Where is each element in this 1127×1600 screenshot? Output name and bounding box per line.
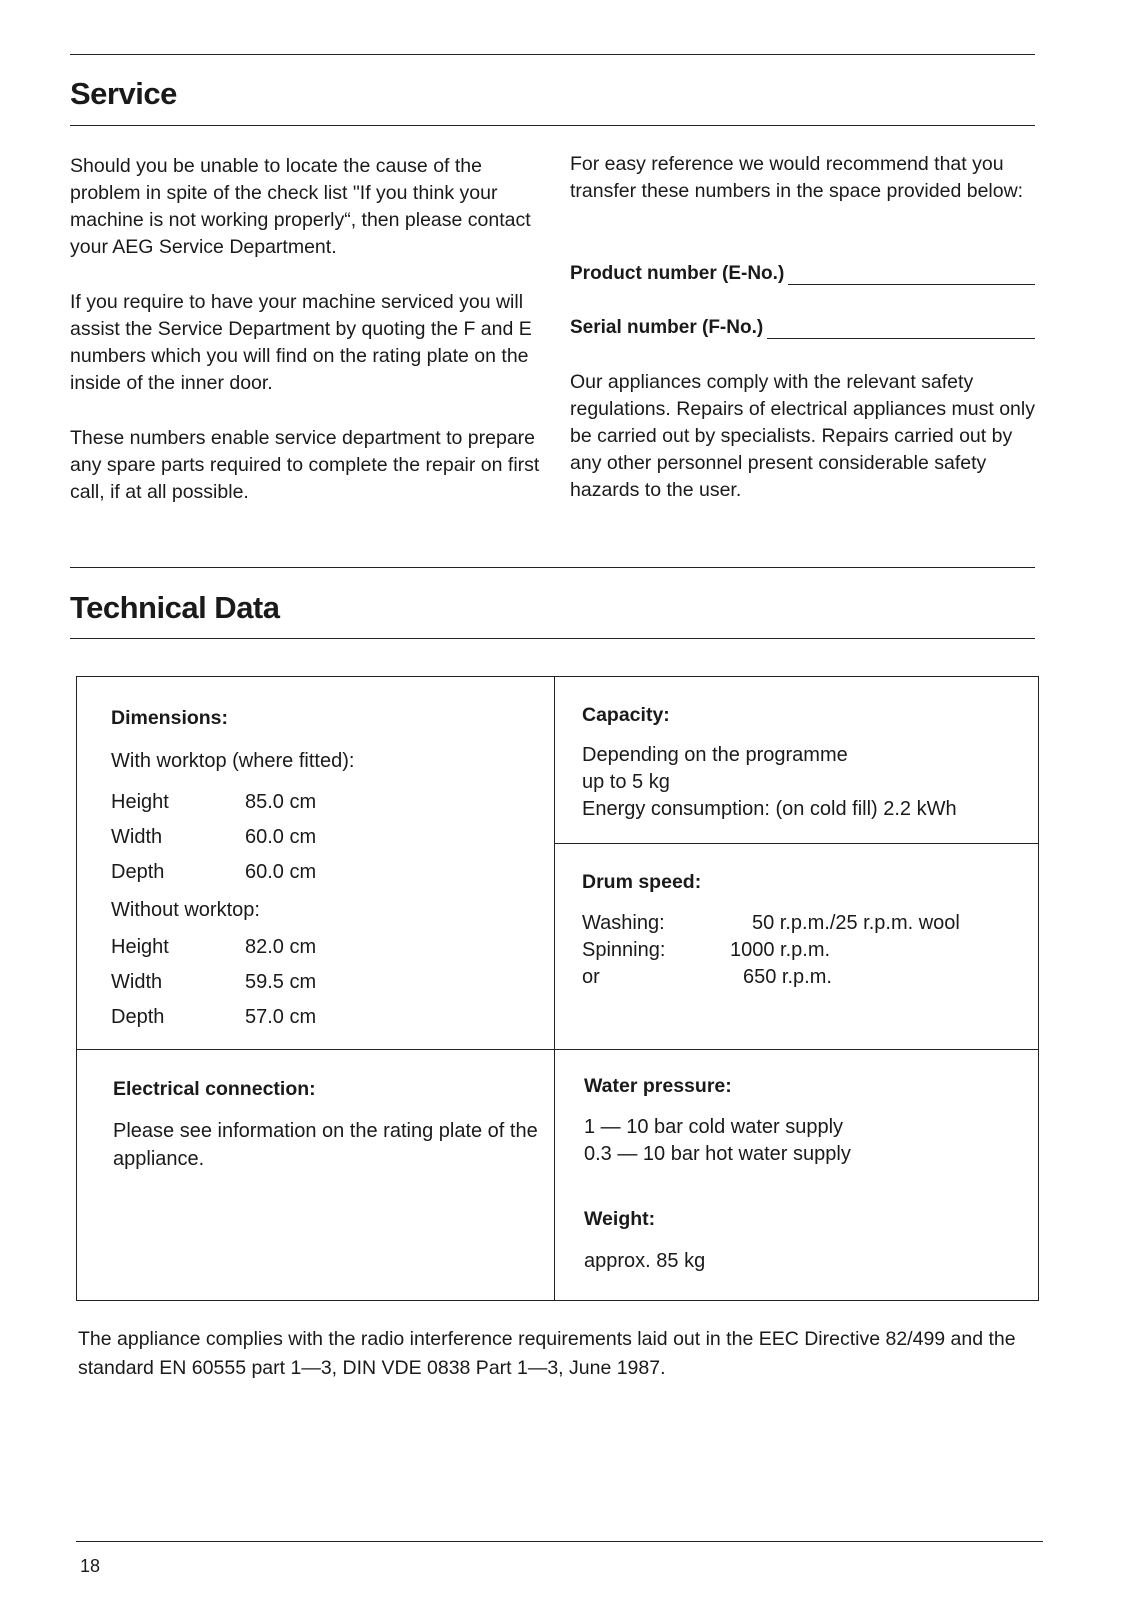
technical-heading: Technical Data (70, 590, 280, 625)
water-pressure-line: 1 — 10 bar cold water supply (584, 1116, 844, 1138)
product-number-blank[interactable] (788, 266, 1035, 285)
dimension-row: Width 60.0 cm (111, 826, 317, 848)
table-column-divider (554, 677, 555, 1300)
dimensions-title: Dimensions: (111, 707, 229, 729)
serial-number-label: Serial number (F-No.) (570, 317, 764, 338)
drum-speed-row: or 650 r.p.m. (582, 966, 832, 988)
electrical-title: Electrical connection: (113, 1078, 316, 1100)
service-heading-rule (70, 125, 1035, 126)
technical-data-table (76, 676, 1039, 1301)
service-paragraph-2: If you require to have your machine serviced you will assist the Service Department by quoting the F and E numbers which you will find on the rating plate on the inside of the inner door. (70, 291, 532, 394)
product-number-label: Product number (E-No.) (570, 263, 785, 284)
service-intro: For easy reference we would recommend that you transfer these numbers in the space provided below: (570, 153, 1024, 202)
without-worktop-label: Without worktop: (111, 899, 260, 921)
capacity-line: Energy consumption: (on cold fill) 2.2 kWh (582, 798, 957, 820)
bottom-rule (76, 1541, 1043, 1542)
service-paragraph-3: These numbers enable service department to prepare any spare parts required to complete the repair on first call, if at all possible. (70, 427, 540, 503)
technical-heading-rule (70, 638, 1035, 639)
safety-paragraph: Our appliances comply with the relevant safety regulations. Repairs of electrical appliances must only be carried out by specialists. Repairs carried out by any other personnel present considerable safety hazards to the user. (570, 371, 1035, 501)
weight-title: Weight: (584, 1208, 656, 1230)
table-row-divider (77, 1049, 1038, 1050)
serial-number-blank[interactable] (767, 320, 1035, 339)
service-heading: Service (70, 76, 177, 111)
capacity-title: Capacity: (582, 704, 670, 726)
product-number-field[interactable] (570, 263, 1035, 285)
with-worktop-label: With worktop (where fitted): (111, 750, 355, 772)
top-rule (70, 54, 1035, 55)
drum-speed-row: Spinning: 1000 r.p.m. (582, 939, 831, 961)
drum-speed-title: Drum speed: (582, 871, 702, 893)
water-pressure-line: 0.3 — 10 bar hot water supply (584, 1143, 851, 1165)
dimension-row: Depth 57.0 cm (111, 1006, 317, 1028)
dimension-row: Height 82.0 cm (111, 936, 317, 958)
capacity-line: Depending on the programme (582, 744, 848, 766)
weight-value: approx. 85 kg (584, 1250, 706, 1272)
capacity-drum-divider (554, 843, 1038, 844)
electrical-text: Please see information on the rating plate of the appliance. (113, 1120, 538, 1170)
drum-speed-row: Washing: 50 r.p.m./25 r.p.m. wool (582, 912, 960, 934)
water-pressure-title: Water pressure: (584, 1075, 732, 1097)
page-number: 18 (80, 1556, 101, 1576)
capacity-line: up to 5 kg (582, 771, 670, 793)
technical-top-rule (70, 567, 1035, 568)
dimension-row: Width 59.5 cm (111, 971, 317, 993)
service-paragraph-1: Should you be unable to locate the cause of the problem in spite of the check list "If you think your machine is not working properly“, then please contact your AEG Service Department. (70, 155, 531, 258)
dimension-row: Height 85.0 cm (111, 791, 317, 813)
dimension-row: Depth 60.0 cm (111, 861, 317, 883)
serial-number-field[interactable] (570, 317, 1035, 339)
compliance-statement: The appliance complies with the radio interference requirements laid out in the EEC Directive 82/499 and the standard EN 60555 part 1—3, DIN VDE 0838 Part 1—3, June 1987. (78, 1328, 1016, 1379)
